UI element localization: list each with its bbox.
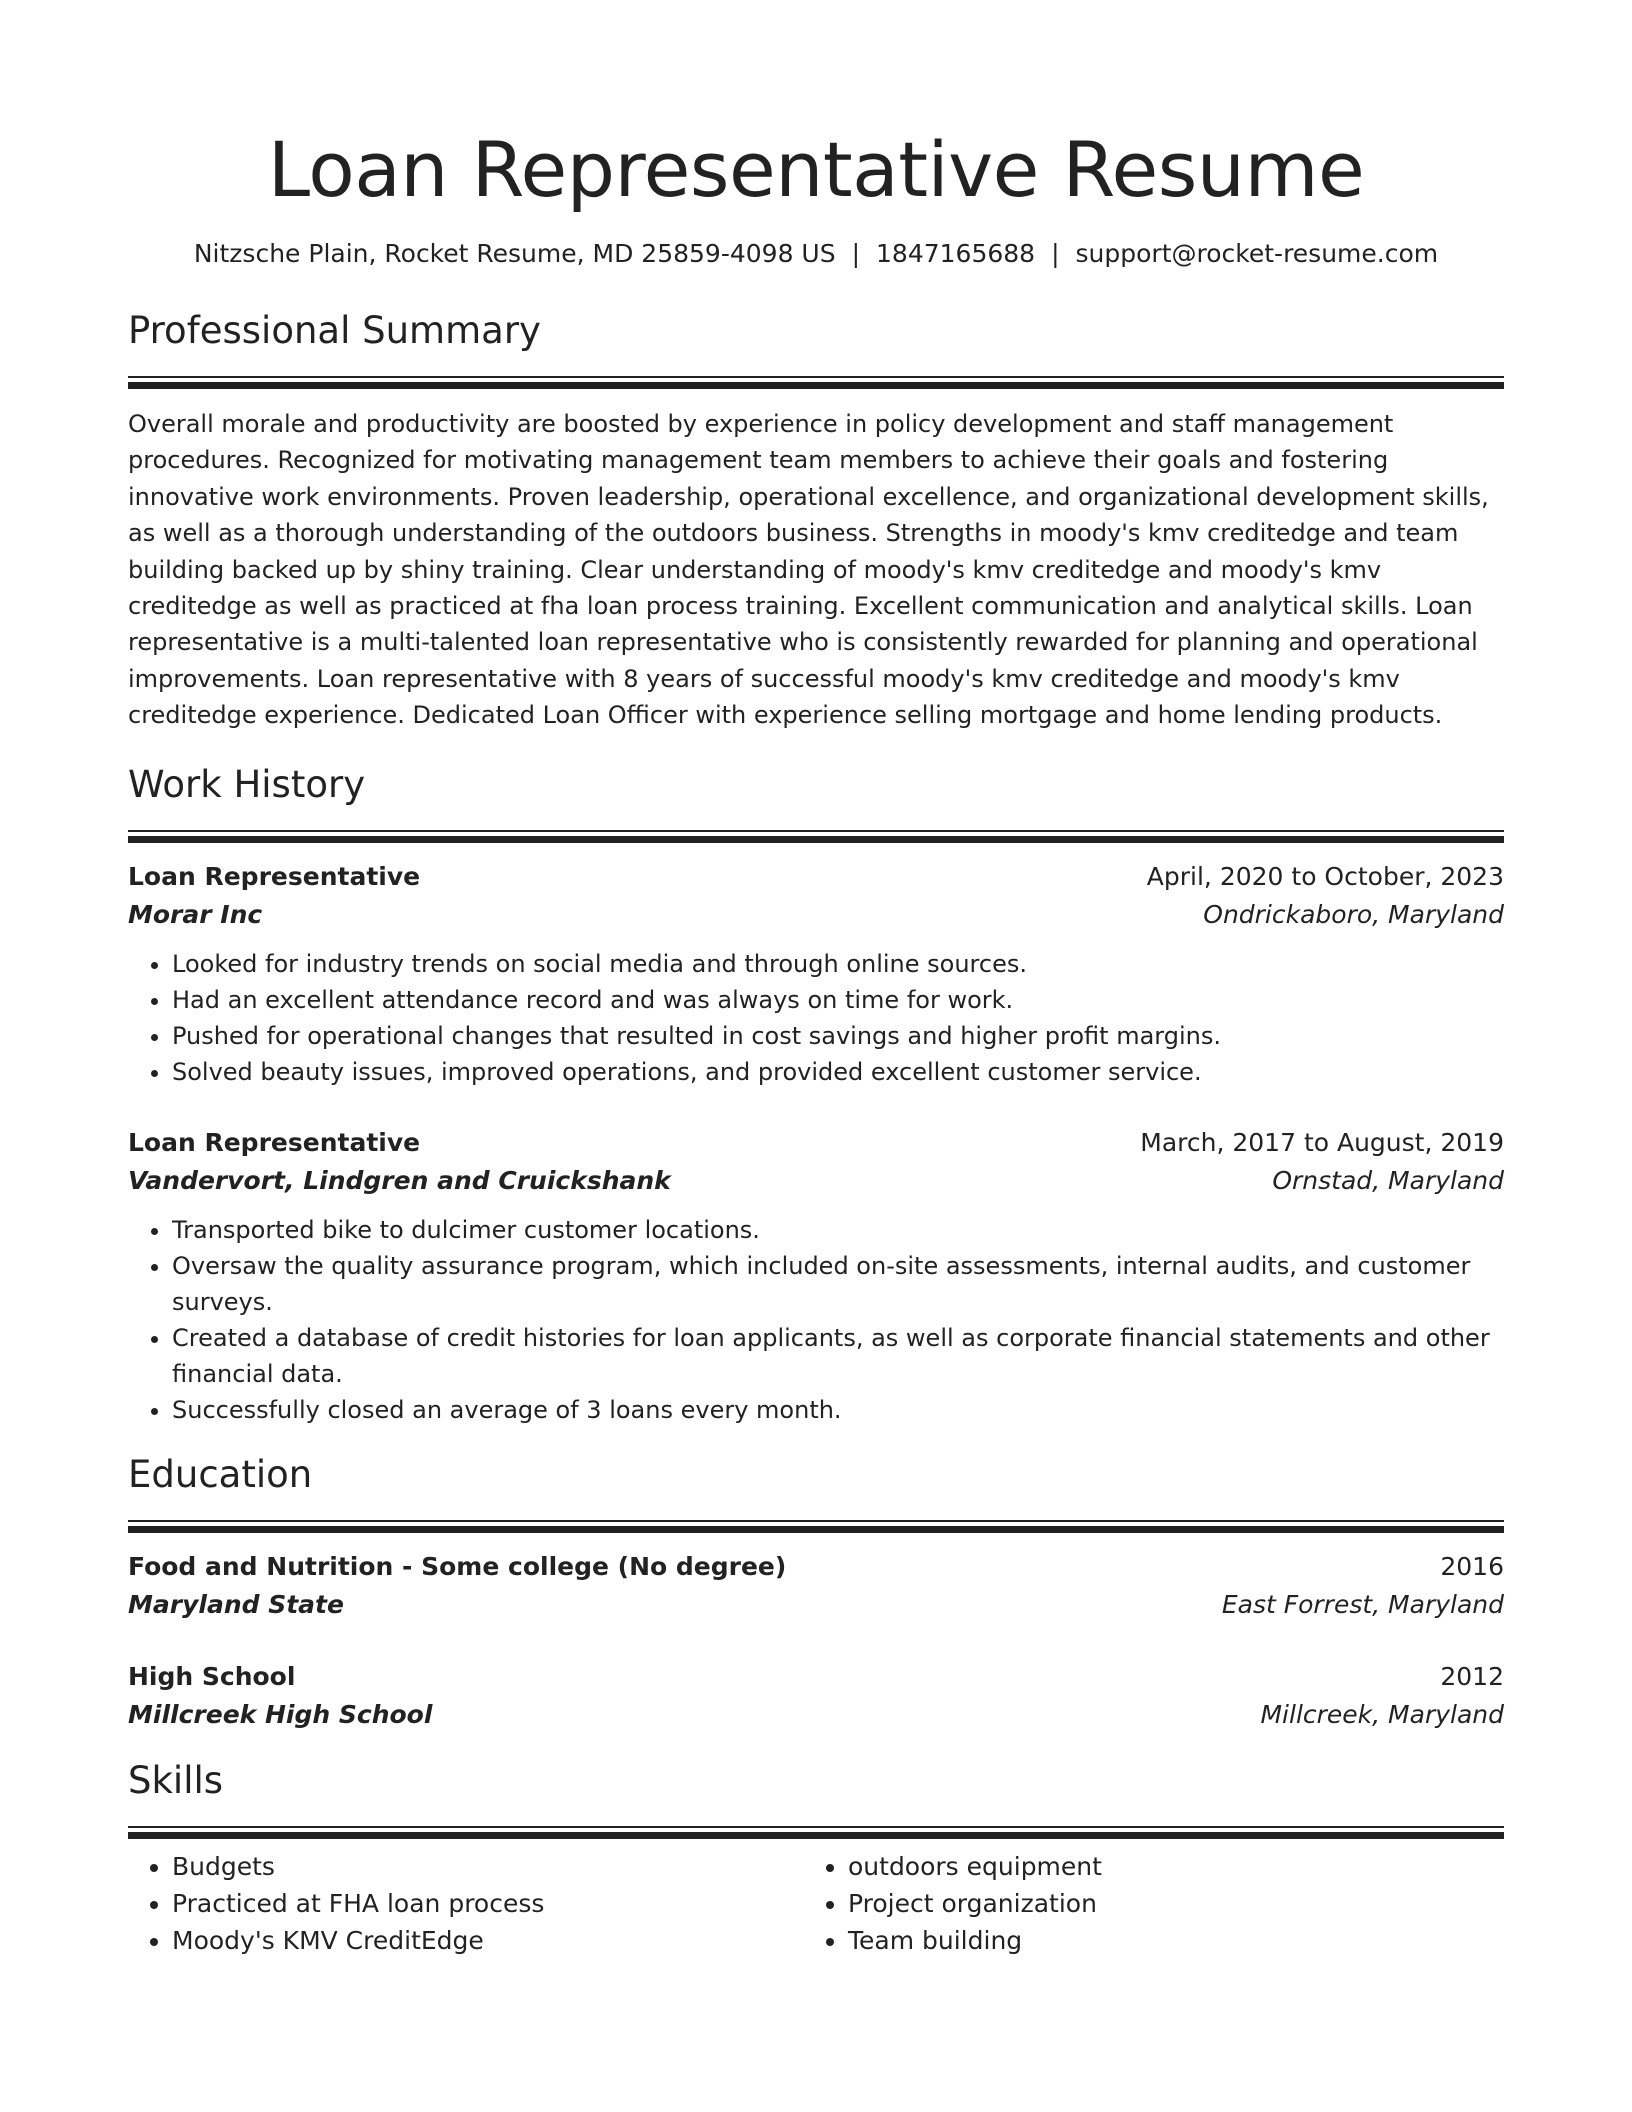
- education-year: 2016: [1440, 1551, 1504, 1581]
- education-entry: [128, 1548, 1504, 1624]
- contact-separator: |: [1051, 239, 1060, 268]
- section-divider: [128, 1826, 1504, 1840]
- contact-email: support@rocket-resume.com: [1075, 239, 1439, 268]
- summary-heading: Professional Summary: [128, 309, 541, 352]
- school-name: Maryland State: [128, 1589, 344, 1619]
- work-entry: [128, 1124, 1504, 1428]
- school-location: Millcreek, Maryland: [1260, 1699, 1504, 1729]
- skills-column-right: [804, 1848, 1480, 1959]
- resume-title: Loan Representative Resume: [267, 125, 1365, 214]
- list-item: • Transported bike to dulcimer customer locations.: [172, 1212, 1504, 1248]
- list-item: • Looked for industry trends on social media and through online sources.: [172, 946, 1504, 982]
- contact-phone: 1847165688: [876, 239, 1036, 268]
- school-location: East Forrest, Maryland: [1221, 1589, 1504, 1619]
- education-heading: Education: [128, 1452, 313, 1496]
- job-location: Ondrickaboro, Maryland: [1203, 899, 1504, 929]
- list-item: • Solved beauty issues, improved operations, and provided excellent customer service.: [172, 1054, 1504, 1090]
- list-item: • Oversaw the quality assurance program, which included on-site assessments, internal audits, and customer surveys.: [172, 1248, 1504, 1320]
- skills-heading: Skills: [128, 1758, 224, 1802]
- section-divider: [128, 1520, 1504, 1534]
- work-heading: Work History: [128, 762, 366, 806]
- skills-section-header: [128, 1756, 1504, 1840]
- summary-text: Overall morale and productivity are boosted by experience in policy development and staff management procedures. Recognized for motivating management team members to achieve their goals and fostering innovative work environments. Proven leadership, operational excellence, and organizational development skills, as well as a thorough understanding of the outdoors business. Strengths in moody's kmv creditedge and team building backed up by shiny training. Clear understanding of moody's kmv creditedge and moody's kmv creditedge as well as practiced at fha loan process training. Excellent communication and analytical skills. Loan representative is a multi-talented loan representative who is consistently rewarded for planning and operational improvements. Loan representative with 8 years of successful moody's kmv creditedge and moody's kmv creditedge experience. Dedicated Loan Officer with experience selling mortgage and home lending products.: [128, 410, 1489, 730]
- education-entry: [128, 1658, 1504, 1734]
- summary-section-header: [128, 306, 1504, 390]
- section-divider: [128, 830, 1504, 844]
- job-dates: April, 2020 to October, 2023: [1146, 861, 1504, 891]
- section-divider: [128, 376, 1504, 390]
- skill-item: • outdoors equipment: [848, 1848, 1480, 1885]
- company-name: Vandervort, Lindgren and Cruickshank: [128, 1165, 671, 1195]
- degree-name: Food and Nutrition - Some college (No degree): [128, 1551, 787, 1581]
- job-location: Ornstad, Maryland: [1272, 1165, 1504, 1195]
- skills-list: [128, 1848, 1504, 1959]
- list-item: • Successfully closed an average of 3 loans every month.: [172, 1392, 1504, 1428]
- contact-line: [128, 236, 1504, 272]
- contact-separator: |: [851, 239, 861, 268]
- skill-item: • Budgets: [172, 1848, 804, 1885]
- work-entry: [128, 858, 1504, 1090]
- job-duties-list: [128, 946, 1504, 1090]
- list-item: • Pushed for operational changes that resulted in cost savings and higher profit margins.: [172, 1018, 1504, 1054]
- degree-name: High School: [128, 1661, 296, 1691]
- work-section-header: [128, 760, 1504, 844]
- company-name: Morar Inc: [128, 899, 263, 929]
- job-duties-list: [128, 1212, 1504, 1428]
- list-item: • Created a database of credit histories for loan applicants, as well as corporate financial statements and other financial data.: [172, 1320, 1504, 1392]
- job-title: Loan Representative: [128, 1127, 421, 1157]
- job-dates: March, 2017 to August, 2019: [1140, 1127, 1504, 1157]
- skill-item: • Team building: [848, 1922, 1480, 1959]
- skill-item: • Practiced at FHA loan process: [172, 1885, 804, 1922]
- resume-page: [128, 0, 1504, 1959]
- skill-item: • Project organization: [848, 1885, 1480, 1922]
- skill-item: • Moody's KMV CreditEdge: [172, 1922, 804, 1959]
- school-name: Millcreek High School: [128, 1699, 433, 1729]
- job-title: Loan Representative: [128, 861, 421, 891]
- contact-address: Nitzsche Plain, Rocket Resume, MD 25859-4098 US: [193, 239, 836, 268]
- skills-column-left: [128, 1848, 804, 1959]
- list-item: • Had an excellent attendance record and was always on time for work.: [172, 982, 1504, 1018]
- education-section-header: [128, 1450, 1504, 1534]
- education-year: 2012: [1440, 1661, 1504, 1691]
